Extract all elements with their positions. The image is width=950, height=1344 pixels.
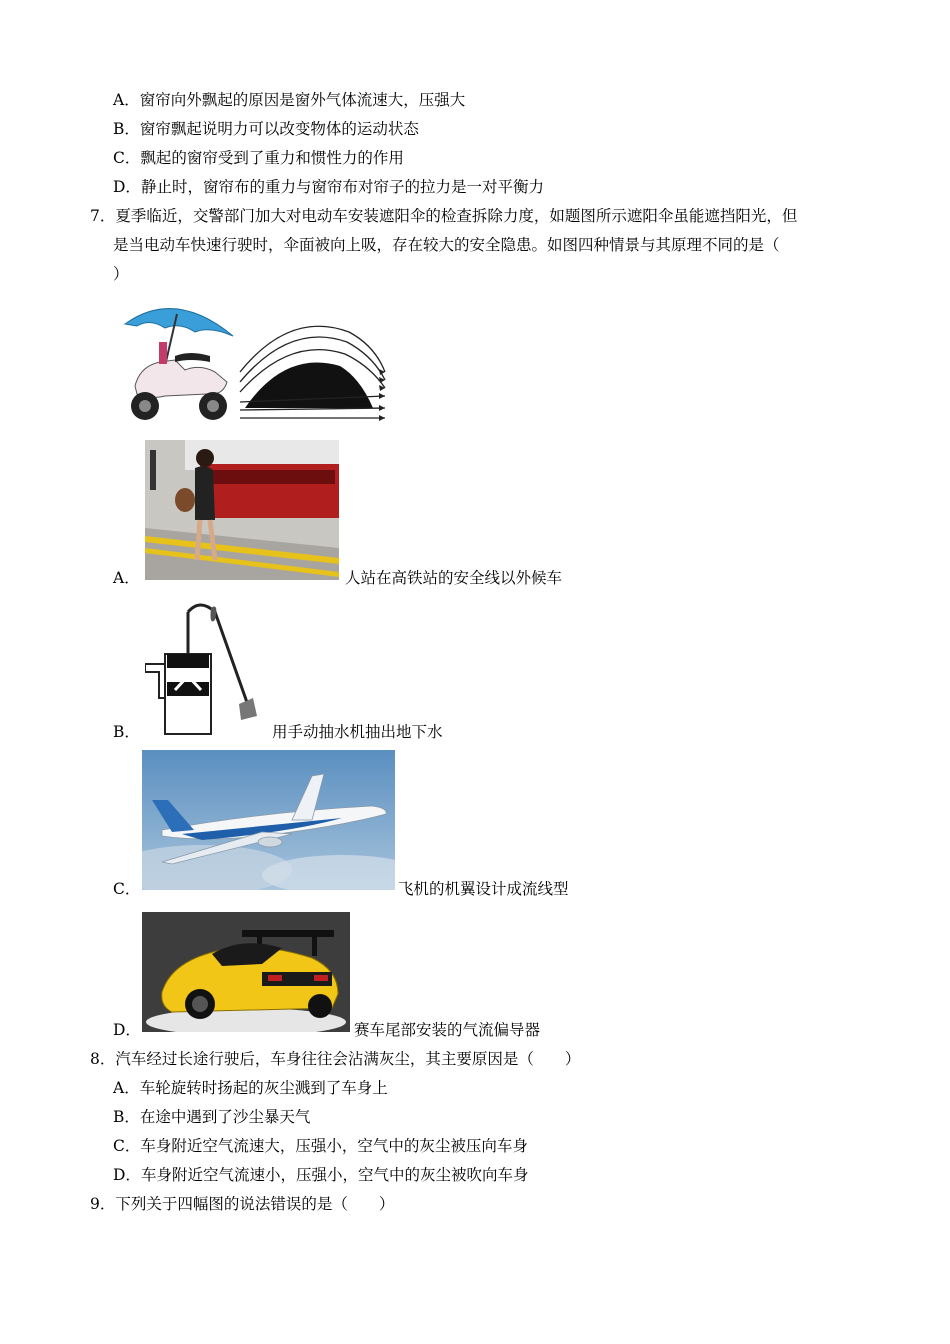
q7-stem-line1: 7．夏季临近，交警部门加大对电动车安装遮阳伞的检查拆除力度，如题图所示遮阳伞虽能遮挡阳光，但 xyxy=(90,207,798,225)
q8-option-c: C．车身附近空气流速大，压强小，空气中的灰尘被压向车身 xyxy=(113,1137,528,1155)
race-car-photo xyxy=(142,912,350,1032)
q7-option-a-text: 人站在高铁站的安全线以外候车 xyxy=(345,569,563,587)
q6-option-a: A．窗帘向外飘起的原因是窗外气体流速大，压强大 xyxy=(113,91,466,109)
scooter-umbrella-figure xyxy=(115,296,390,428)
q7-stem-line3: ） xyxy=(113,265,129,283)
airplane-photo xyxy=(142,750,395,890)
q8-option-b: B．在途中遇到了沙尘暴天气 xyxy=(113,1108,311,1126)
q9-stem: 9．下列关于四幅图的说法错误的是（ ） xyxy=(90,1195,395,1213)
q8-option-d: D．车身附近空气流速小，压强小，空气中的灰尘被吹向车身 xyxy=(113,1166,529,1184)
q6-option-b: B．窗帘飘起说明力可以改变物体的运动状态 xyxy=(113,120,419,138)
hand-pump-diagram xyxy=(145,598,267,738)
q6-option-d: D．静止时，窗帘布的重力与窗帘布对帘子的拉力是一对平衡力 xyxy=(113,178,544,196)
q7-option-a-letter: A． xyxy=(113,569,140,587)
q7-option-c-text: 飞机的机翼设计成流线型 xyxy=(398,880,569,898)
q7-option-d-letter: D． xyxy=(113,1021,141,1039)
q7-option-d-text: 赛车尾部安装的气流偏导器 xyxy=(354,1021,541,1039)
q7-stem-line2: 是当电动车快速行驶时，伞面被向上吸，存在较大的安全隐患。如图四种情景与其原理不同的是（ xyxy=(113,236,780,254)
q7-option-c-letter: C． xyxy=(113,880,141,898)
train-station-photo xyxy=(145,440,339,580)
q8-stem: 8．汽车经过长途行驶后，车身往往会沾满灰尘，其主要原因是（ ） xyxy=(90,1050,581,1068)
q6-option-c: C．飘起的窗帘受到了重力和惯性力的作用 xyxy=(113,149,404,167)
q7-option-b-text: 用手动抽水机抽出地下水 xyxy=(272,723,443,741)
q8-option-a: A．车轮旋转时扬起的灰尘溅到了车身上 xyxy=(113,1079,388,1097)
q7-option-b-letter: B． xyxy=(113,723,140,741)
